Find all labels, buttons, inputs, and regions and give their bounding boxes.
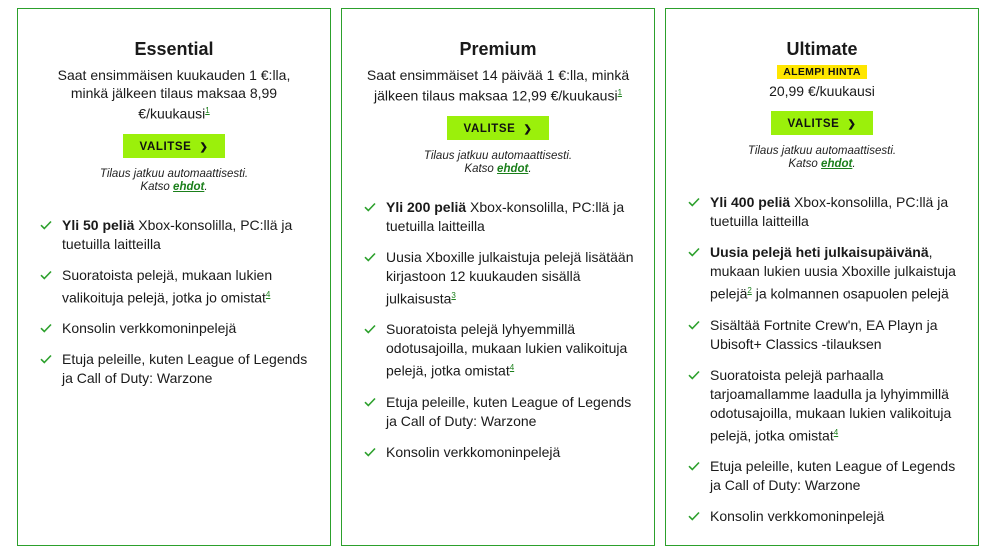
footnote-link[interactable]: 2 [747,286,752,295]
footnote-link[interactable]: 4 [265,289,271,299]
auto-renew-text: Tilaus jatkuu automaattisesti. [747,145,897,157]
feature-text: Suoratoista pelejä lyhyemmillä odotusajoilla, mukaan lukien valikoituja pelejä, jotka omistat [386,321,628,379]
feature-item [688,457,960,495]
footnote-link[interactable]: 3 [451,290,456,300]
feature-text: Konsolin verkkomoninpelejä [710,508,885,525]
check-icon [688,511,700,521]
check-icon [364,447,376,457]
plan-card-ultimate [665,8,979,546]
see-text: Katso [140,180,170,193]
see-text: Katso [788,158,818,170]
chevron-right-icon: ❯ [523,123,533,135]
check-icon [688,370,700,380]
feature-text: Konsolin verkkomoninpelejä [386,443,561,460]
terms-link[interactable]: ehdot [821,158,853,170]
feature-text: Xbox-konsolilla, PC:llä ja tuetuilla laitteilla [710,194,949,229]
plan-card-premium [341,8,655,546]
footnote-link[interactable]: 1 [617,88,623,97]
auto-renew-text: Tilaus jatkuu automaattisesti. [423,149,573,162]
feature-text: Etuja peleille, kuten League of Legends ja Call of Duty: Warzone [710,458,956,494]
select-plan-button[interactable] [447,116,549,140]
price-text: Saat ensimmäiset 14 päivää 1 €:lla, minkä jälkeen tilaus maksaa 12,99 €/kuukausi [366,67,630,104]
feature-highlight: Uusia pelejä heti julkaisupäivänä [710,244,929,260]
footnote-link[interactable]: 4 [833,427,839,437]
plan-title: Essential [134,39,214,59]
feature-item [688,366,960,446]
auto-renew-note: Tilaus jatkuu automaattisesti. Katso ehdot. [18,168,330,194]
feature-item [40,266,312,308]
check-icon [364,252,376,262]
check-icon [364,202,376,212]
check-icon [364,324,376,334]
select-label: VALITSE [463,122,516,135]
feature-item [688,507,960,526]
feature-item [40,319,312,338]
feature-item [688,193,960,231]
feature-text: Xbox-konsolilla, PC:llä ja tuetuilla laitteilla [386,198,625,234]
feature-item [688,316,960,354]
auto-renew-note: Tilaus jatkuu automaattisesti. Katso ehdot. [666,145,978,171]
feature-text: Suoratoista pelejä, mukaan lukien valikoituja pelejä, jotka jo omistat [62,266,273,306]
plan-title: Ultimate [786,39,858,59]
select-label: VALITSE [787,118,840,130]
feature-text: Xbox-konsolilla, PC:llä ja tuetuilla laitteilla [62,216,293,252]
check-icon [688,247,700,257]
check-icon [688,197,700,207]
footnote-link[interactable]: 4 [509,363,515,373]
select-label: VALITSE [139,140,192,153]
plan-card-essential [17,8,331,546]
feature-highlight: Yli 400 peliä [710,194,791,210]
feature-text: , mukaan lukien uusia Xboxille julkaistuja pelejä [710,244,956,302]
plan-price-description [40,66,308,123]
check-icon [40,354,52,364]
feature-text-tail: ja kolmannen osapuolen pelejä [751,285,949,302]
check-icon [364,397,376,407]
auto-renew-text: Tilaus jatkuu automaattisesti. [99,167,249,180]
terms-link[interactable]: ehdot [173,180,205,193]
feature-list [666,193,978,526]
feature-item [364,393,636,431]
feature-list [342,198,654,462]
feature-list [18,216,330,389]
feature-item [40,350,312,388]
plan-title: Premium [459,39,537,59]
feature-highlight: Yli 50 peliä [62,216,135,233]
feature-text: Konsolin verkkomoninpelejä [62,320,237,337]
check-icon [40,323,52,333]
feature-text: Uusia Xboxille julkaistuja pelejä lisätään kirjastoon 12 kuukauden sisällä julkaisusta [386,248,634,307]
check-icon [40,270,52,280]
select-plan-button[interactable] [123,134,225,158]
feature-item [688,243,960,304]
feature-item [364,248,636,309]
feature-text: Etuja peleille, kuten League of Legends ja Call of Duty: Warzone [62,351,308,387]
feature-item [364,198,636,236]
price-text: Saat ensimmäisen kuukauden 1 €:lla, minkä jälkeen tilaus maksaa 8,99 €/kuukausi [57,67,291,122]
feature-item [40,216,312,254]
chevron-right-icon: ❯ [199,141,209,153]
check-icon [688,320,700,330]
feature-item [364,443,636,462]
terms-link[interactable]: ehdot [497,162,529,175]
check-icon [688,461,700,471]
plan-price-description [688,82,956,100]
feature-text: Suoratoista pelejä parhaalla tarjoamallamme laadulla ja lyhyimmillä odotusajoilla, mukaan lukien valikoituja pelejä, jotka omistat [710,366,952,444]
select-plan-button[interactable] [771,111,873,135]
feature-text: Sisältää Fortnite Crew'n, EA Playn ja Ubisoft+ Classics -tilauksen [710,316,938,352]
feature-item [364,320,636,381]
check-icon [40,220,52,230]
plan-price-description [364,66,632,105]
chevron-right-icon: ❯ [847,119,857,130]
lower-price-badge: ALEMPI HINTA [777,65,866,79]
footnote-link[interactable]: 1 [205,106,210,115]
see-text: Katso [464,162,494,175]
auto-renew-note: Tilaus jatkuu automaattisesti. Katso ehdot. [342,150,654,176]
price-text: 20,99 €/kuukausi [769,83,875,99]
feature-text: Etuja peleille, kuten League of Legends ja Call of Duty: Warzone [386,393,632,429]
feature-highlight: Yli 200 peliä [386,198,467,215]
